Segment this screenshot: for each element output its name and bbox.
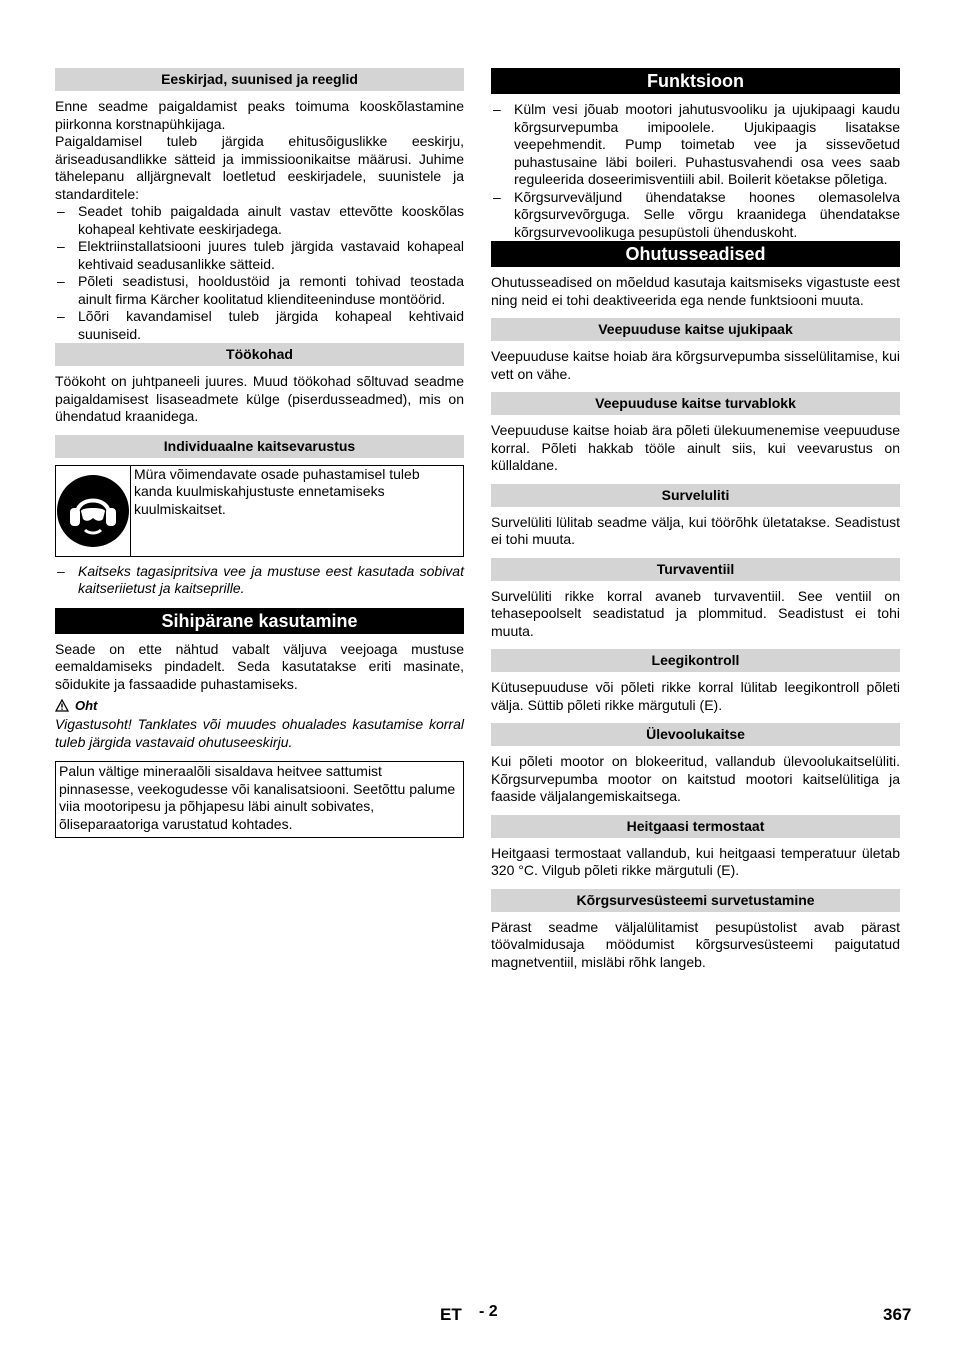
section-heading: Veepuuduse kaitse turvablokk [491, 392, 900, 415]
function-list [491, 101, 900, 241]
list-item: – Elektriinstallatsiooni juures tuleb järgida vastavaid kohapeal kehtivaid seadusanlikke sätteid. [55, 238, 464, 273]
section-heading: Surveluliti [491, 484, 900, 507]
danger-text: Vigastusoht! Tanklates või muudes ohualades kasutamise korral tuleb järgida vastavaid ohutuseeskirju. [55, 716, 464, 750]
section-heading-intended-use: Sihipärane kasutamine [55, 608, 464, 634]
section-heading: Turvaventiil [491, 558, 900, 581]
danger-heading [55, 698, 464, 713]
section-heading: Veepuuduse kaitse ujukipaak [491, 318, 900, 341]
list-item: – Kaitseks tagasipritsiva vee ja mustuse eest kasutada sobivat kaitseriietust ja kaitseprille. [55, 563, 464, 598]
paragraph: Töökoht on juhtpaneeli juures. Muud töökohad sõltuvad seadme paigaldamisest lisaseadmete külge (piserdusseadmed), mis on ühendatud kraanidega. [55, 373, 464, 424]
footer-language: ET [440, 1305, 462, 1324]
paragraph: Veepuuduse kaitse hoiab ära kõrgsurvepumba sisselülitamise, kui vett on vähe. [491, 348, 900, 382]
section-heading-workplaces: Töökohad [55, 343, 464, 366]
paragraph: Survelüliti lülitab seadme välja, kui töörõhk ületatakse. Seadistust ei tohi muuta. [491, 513, 900, 547]
paragraph: Survelüliti rikke korral avaneb turvaventiil. See ventiil on tehasepoolselt seadistatud ja plommitud. Seadistust ei tohi muuta. [491, 587, 900, 639]
section-heading: Leegikontroll [491, 649, 900, 672]
ear-eye-protection-icon [56, 474, 130, 548]
footer-page-number: 367 [883, 1305, 912, 1324]
left-column [55, 68, 464, 838]
paragraph: Ohutusseadised on mõeldud kasutaja kaitsmiseks vigastuste eest ning neid ei tohi deaktiveerida ega nende funktsiooni muuta. [491, 274, 900, 308]
section-heading-safety-devices: Ohutusseadised [491, 241, 900, 267]
paragraph: Heitgaasi termostaat vallandub, kui heitgaasi temperatuur ületab 320 °C. Vilgub põleti rikke märgutuli (E). [491, 844, 900, 878]
list-item: – Lõõri kavandamisel tuleb järgida kohapeal kehtivaid suuniseid. [55, 308, 464, 343]
list-item: – Külm vesi jõuab mootori jahutusvooliku ja ujukipaagi kaudu kõrgsurvepumba imipoolele. Ujukipaagis lisatakse veepehmendit. Pump toimetab vee ja sissevõetud puhastusaine läbi boileri. Puhastusvahendi osa vees saab reguleerida doseerimisventiili abil. Boilerit köetakse põletiga. [491, 101, 900, 189]
ppe-icon-cell [56, 466, 131, 556]
right-column [491, 68, 900, 971]
list-item: – Kõrgsurveväljund ühendatakse hoones olemasolelva kõrgsurvevõrguga. Selle võrgu kraanidega ühendatakse kõrgsurvevoolikuga pesupüstoli ühenduskoht. [491, 189, 900, 242]
section-heading: Kõrgsurvesüsteemi survetustamine [491, 889, 900, 912]
danger-label: Oht [75, 698, 98, 713]
paragraph: Kui põleti mootor on blokeeritud, vallandub ülevoolukaitselüliti. Kõrgsurvepumba mootor on kaitstud mootori kaitselülitiga ja faaside väljalangemiskaitsega. [491, 753, 900, 804]
ppe-list [55, 563, 464, 598]
paragraph: Enne seadme paigaldamist peaks toimuma kooskõlastamine piirkonna korstnapühkijaga. [55, 98, 464, 132]
environment-note-box: Palun vältige mineraalõli sisaldava heitvee sattumist pinnasesse, veekogudesse või kanalisatsiooni. Seetõttu palume viia mootoripesu ja põhjapesu läbi ainult sobivates, õliseparaatoriga varustatud kohtades. [55, 761, 464, 838]
section-heading-regulations: Eeskirjad, suunised ja reeglid [55, 68, 464, 91]
section-heading: Heitgaasi termostaat [491, 815, 900, 838]
ppe-notice-text: Müra võimendavate osade puhastamisel tuleb kanda kuulmiskahjustuste ennetamiseks kuulmiskaitset. [134, 465, 420, 517]
section-heading-function: Funktsioon [491, 68, 900, 94]
footer-section-number: - 2 [479, 1303, 498, 1320]
section-heading: Ülevoolukaitse [491, 723, 900, 746]
list-item: – Põleti seadistusi, hooldustöid ja remonti tohivad teostada ainult firma Kärcher koolitatud klienditeeninduse montöörid. [55, 273, 464, 308]
paragraph: Kütusepuuduse või põleti rikke korral lülitab leegikontroll põleti välja. Süttib põleti rikke märgutuli (E). [491, 679, 900, 713]
paragraph: Paigaldamisel tuleb järgida ehitusõiguslikke eeskirju, äriseadusandlikke sätteid ja immissioonikaitse määrusi. Juhime tähelepanu alljärgnevalt loetletud eeskirjadele, suunistele ja standarditele: [55, 133, 464, 202]
warning-triangle-icon [55, 699, 69, 712]
section-heading-ppe: Individuaalne kaitsevarustus [55, 435, 464, 458]
paragraph: Seade on ette nähtud vabalt väljuva veejoaga mustuse eemaldamiseks pindadelt. Seda kasutatakse eriti masinate, sõidukite ja fassaadide puhastamiseks. [55, 640, 464, 692]
paragraph: Pärast seadme väljalülitamist pesupüstolist avab pärast töövalmidusaja möödumist kõrgsurvesüsteemi paigutatud magnetventiil, misläbi rõhk langeb. [491, 918, 900, 970]
ppe-notice-box [55, 465, 464, 557]
regulations-list [55, 203, 464, 343]
paragraph: Veepuuduse kaitse hoiab ära põleti ülekuumenemise veepuuduse korral. Põleti hakkab tööle ainult siis, kui veevarustus on küllaldane. [491, 422, 900, 473]
list-item: – Seadet tohib paigaldada ainult vastav ettevõtte kooskõlas kohapeal kehtivate eeskirjadega. [55, 203, 464, 238]
